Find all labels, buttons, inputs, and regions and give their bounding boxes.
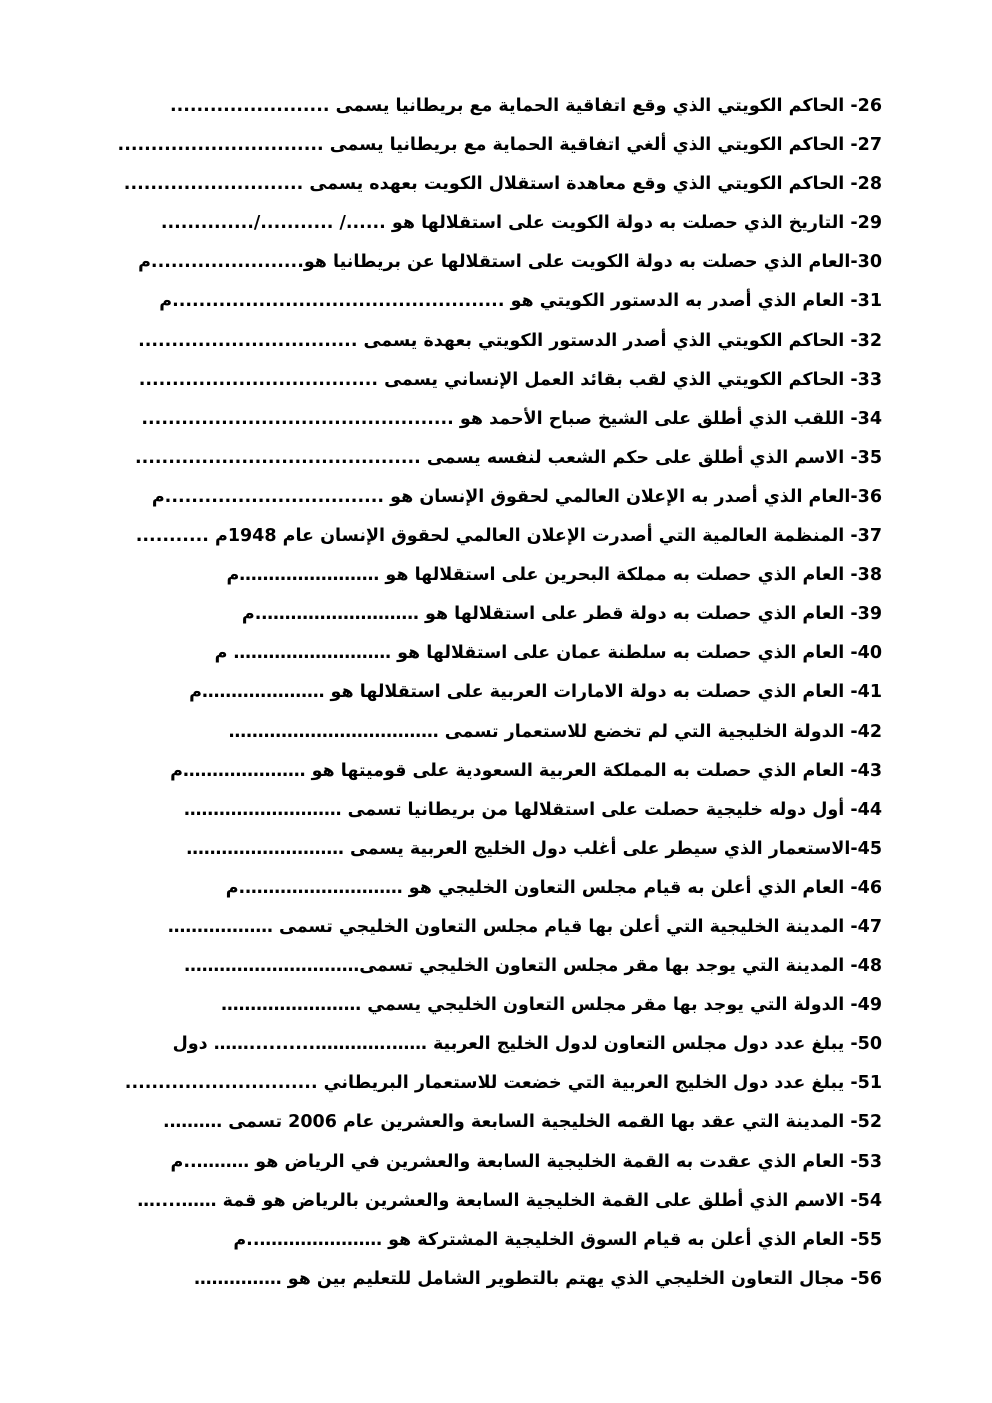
question-42: 42- الدولة الخليجية التي لم تخضع للاستعمار تسمى ……………………………… [228,721,882,742]
question-37: 37- المنظمة العالمية التي أصدرت الإعلان العالمي لحقوق الإنسان عام 1948م ........... [135,526,882,547]
question-43: 43- العام الذي حصلت به المملكة العربية السعودية على قوميتها هو …………………م [170,760,882,781]
question-44: 44- أول دوله خليجية حصلت على استقلالها من بريطانيا تسمى ……………………… [183,799,882,820]
question-48: 48- المدينة التي يوجد بها مقر مجلس التعاون الخليجي تسمى………………………… [184,956,882,977]
question-33: 33- الحاكم الكويتي الذي لقب بقائد العمل الإنساني يسمى .................................... [138,369,882,390]
question-56: 56- مجال التعاون الخليجي الذي يهتم بالتطوير الشامل للتعليم بين هو …………… [194,1268,882,1289]
question-55: 55- العام الذي أعلن به قيام السوق الخليجية المشتركة هو …………………..م [233,1229,882,1250]
question-53: 53- العام الذي عقدت به القمة الخليجية السابعة والعشرين في الرياض هو ………..م [170,1151,882,1172]
question-34: 34- اللقب الذي أطلق على الشيخ صباح الأحمد هو ............................................... [141,408,882,429]
question-32: 32- الحاكم الكويتي الذي أصدر الدستور الكويتي بعهدة يسمى ................................. [138,330,882,351]
question-26: 26- الحاكم الكويتي الذي وقع اتفاقية الحماية مع بريطانيا يسمى ........................ [169,96,882,116]
question-38: 38- العام الذي حصلت به مملكة البحرين على استقلالها هو ……………………م [226,565,882,586]
question-54: 54- الاسم الذي أطلق على القمة الخليجية السابعة والعشرين بالرياض هو قمة ……....… [137,1190,882,1211]
question-49: 49- الدولة التي يوجد بها مقر مجلس التعاون الخليجي يسمي …………………… [221,995,882,1016]
question-52: 52- المدينة التي عقد بها القمه الخليجية السابعة والعشرين عام 2006 تسمى ………. [163,1112,882,1133]
question-36: 36-العام الذي أصدر به الإعلان العالمي لحقوق الإنسان هو .................................م [151,486,882,507]
question-51: 51- يبلغ عدد دول الخليج العربية التي خضعت للاستعمار البريطاني ............................. [124,1073,882,1094]
question-39: 39- العام الذي حصلت به دولة قطر على استقلالها هو ……………………….م [241,604,882,625]
question-45: 45-الاستعمار الذي سيطر على أغلب دول الخليج العربية يسمى ……………………… [186,838,882,859]
question-47: 47- المدينة الخليجية التي أعلن بها قيام مجلس التعاون الخليجي تسمى ……………… [167,916,882,937]
question-41: 41- العام الذي حصلت به دولة الامارات العربية على استقلالها هو …………………م [189,682,882,703]
question-50: 50- يبلغ عدد دول مجلس التعاون لدول الخليج العربية …….…………..........…… دول [172,1034,882,1055]
question-30: 30-العام الذي حصلت به دولة الكويت على استقلالها عن بريطانيا هو.......................م [138,252,882,273]
question-35: 35- الاسم الذي أطلق على حكم الشعب لنفسه يسمى ........................................... [134,447,882,468]
question-list [117,87,882,1299]
question-29: 29- التاريخ الذي حصلت به دولة الكويت على استقلالها هو ....../ .........../.............. [160,213,882,234]
question-27: 27- الحاكم الكويتي الذي ألغي اتفاقية الحماية مع بريطانيا يسمى ............................... [117,135,882,156]
question-31: 31- العام الذي أصدر به الدستور الكويتي هو ..................................................م [159,291,882,312]
question-46: 46- العام الذي أعلن به قيام مجلس التعاون الخليجي هو ……………………….م [225,877,882,898]
question-28: 28- الحاكم الكويتي الذي وقع معاهدة استقلال الكويت بعهده يسمى ........................... [123,174,882,195]
question-40: 40- العام الذي حصلت به سلطنة عمان على استقلالها هو ……………………… م [214,643,882,664]
